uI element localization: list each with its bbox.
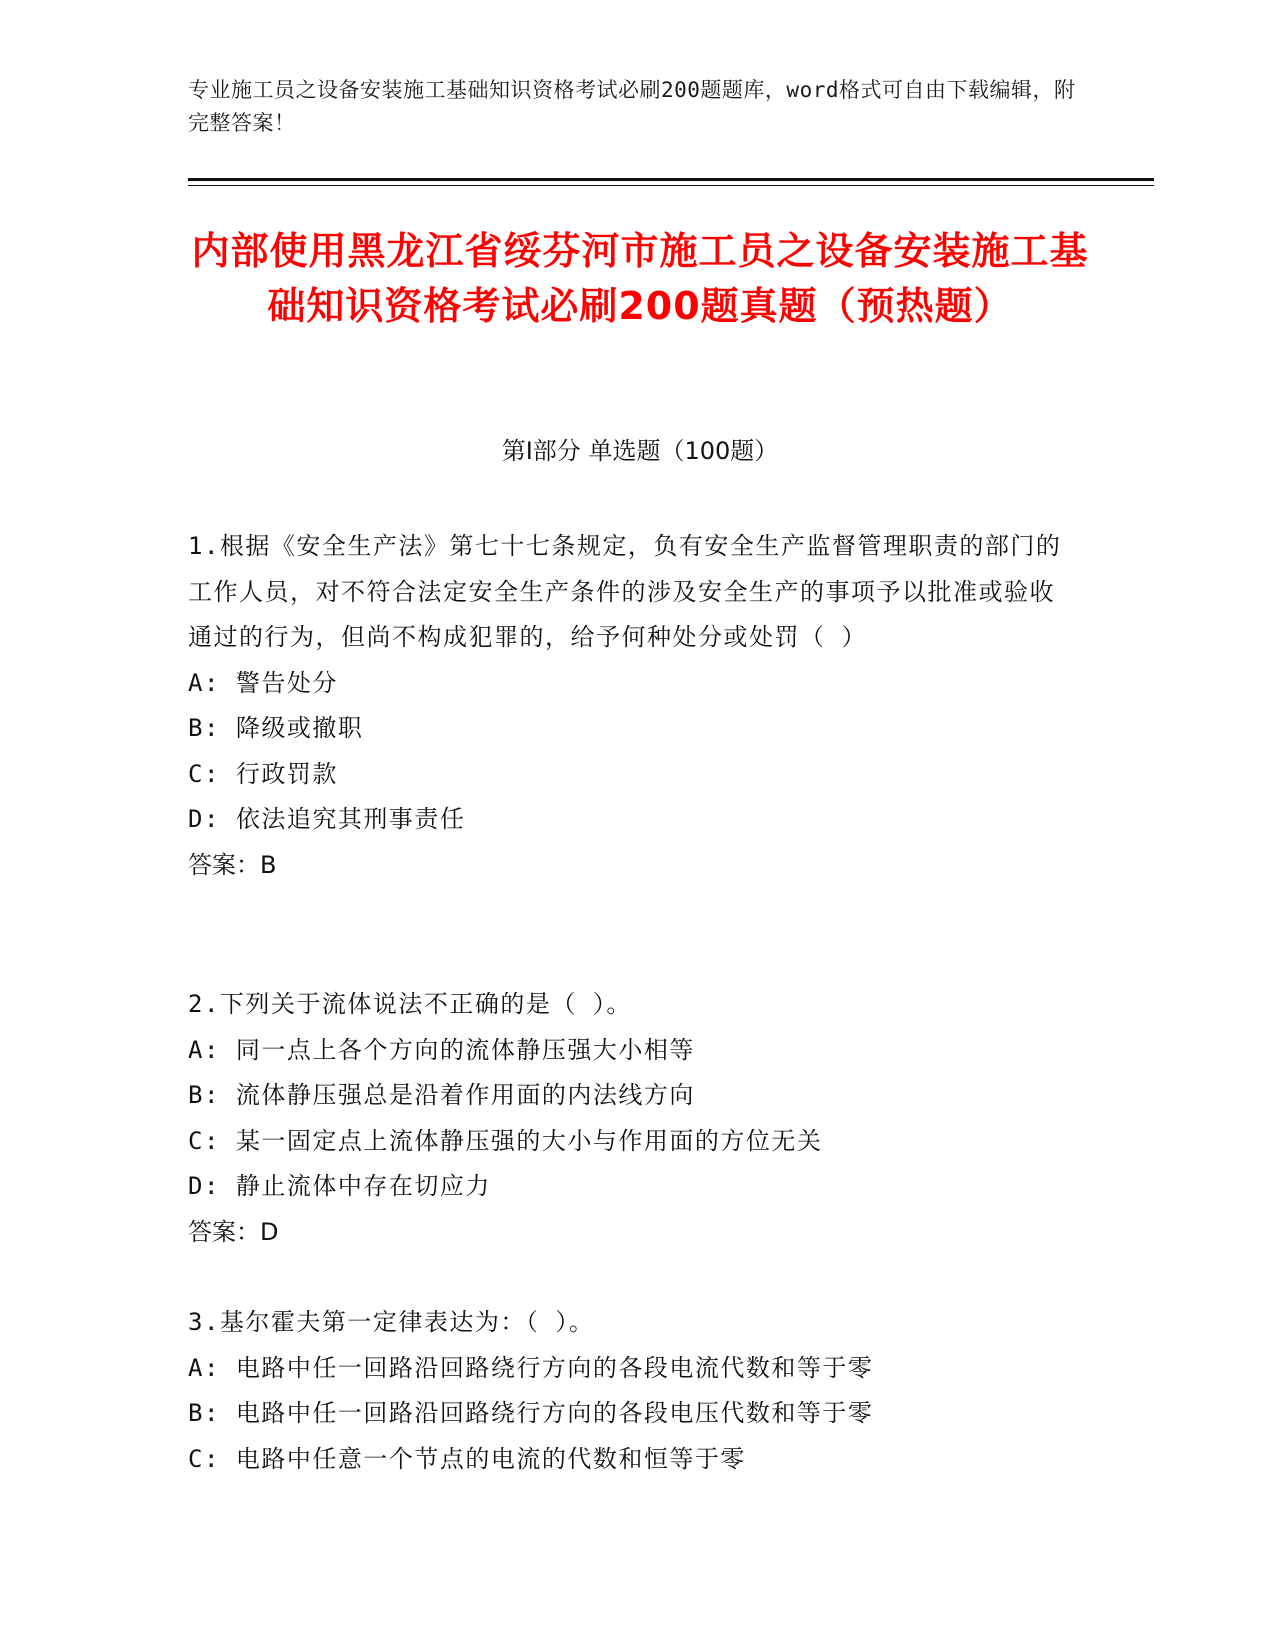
option-a: A: 电路中任一回路沿回路绕行方向的各段电流代数和等于零 [188,1353,874,1382]
option-d: D: 静止流体中存在切应力 [188,1172,491,1200]
answer: 答案：B [188,850,277,879]
question-2 [188,982,1068,1255]
header-divider-thin [188,185,1154,186]
header-divider-thick [188,178,1154,181]
option-b: B: 降级或撤职 [188,714,364,742]
option-b: B: 电路中任一回路沿回路绕行方向的各段电压代数和等于零 [188,1399,874,1427]
question-3 [188,1300,1068,1482]
option-b: B: 流体静压强总是沿着作用面的内法线方向 [188,1081,695,1109]
option-d: D: 依法追究其刑事责任 [188,805,466,833]
answer: 答案：D [188,1217,279,1246]
section-heading: 第Ⅰ部分 单选题（100题） [501,437,779,465]
document-title: 内部使用黑龙江省绥芬河市施工员之设备安装施工基础知识资格考试必刷200题真题（预热题） [191,229,1089,328]
option-c: C: 电路中任意一个节点的电流的代数和恒等于零 [188,1444,746,1473]
question-stem: 2.下列关于流体说法不正确的是（ ）。 [188,990,632,1018]
header-note: 专业施工员之设备安装施工基础知识资格考试必刷200题题库，word格式可自由下载编辑，附完整答案！ [188,78,1076,135]
option-c: C: 行政罚款 [188,759,338,788]
option-a: A: 同一点上各个方向的流体静压强大小相等 [188,1035,695,1064]
question-stem: 1.根据《安全生产法》第七十七条规定，负有安全生产监督管理职责的部门的工作人员，对不符合法定安全生产条件的涉及安全生产的事项予以批准或验收通过的行为，但尚不构成犯罪的，给予何种处分或处罚（ ） [188,532,1062,651]
option-a: A: 警告处分 [188,668,338,697]
question-stem: 3.基尔霍夫第一定律表达为：（ ）。 [188,1308,595,1336]
option-c: C: 某一固定点上流体静压强的大小与作用面的方位无关 [188,1126,823,1155]
question-1 [188,524,1068,888]
